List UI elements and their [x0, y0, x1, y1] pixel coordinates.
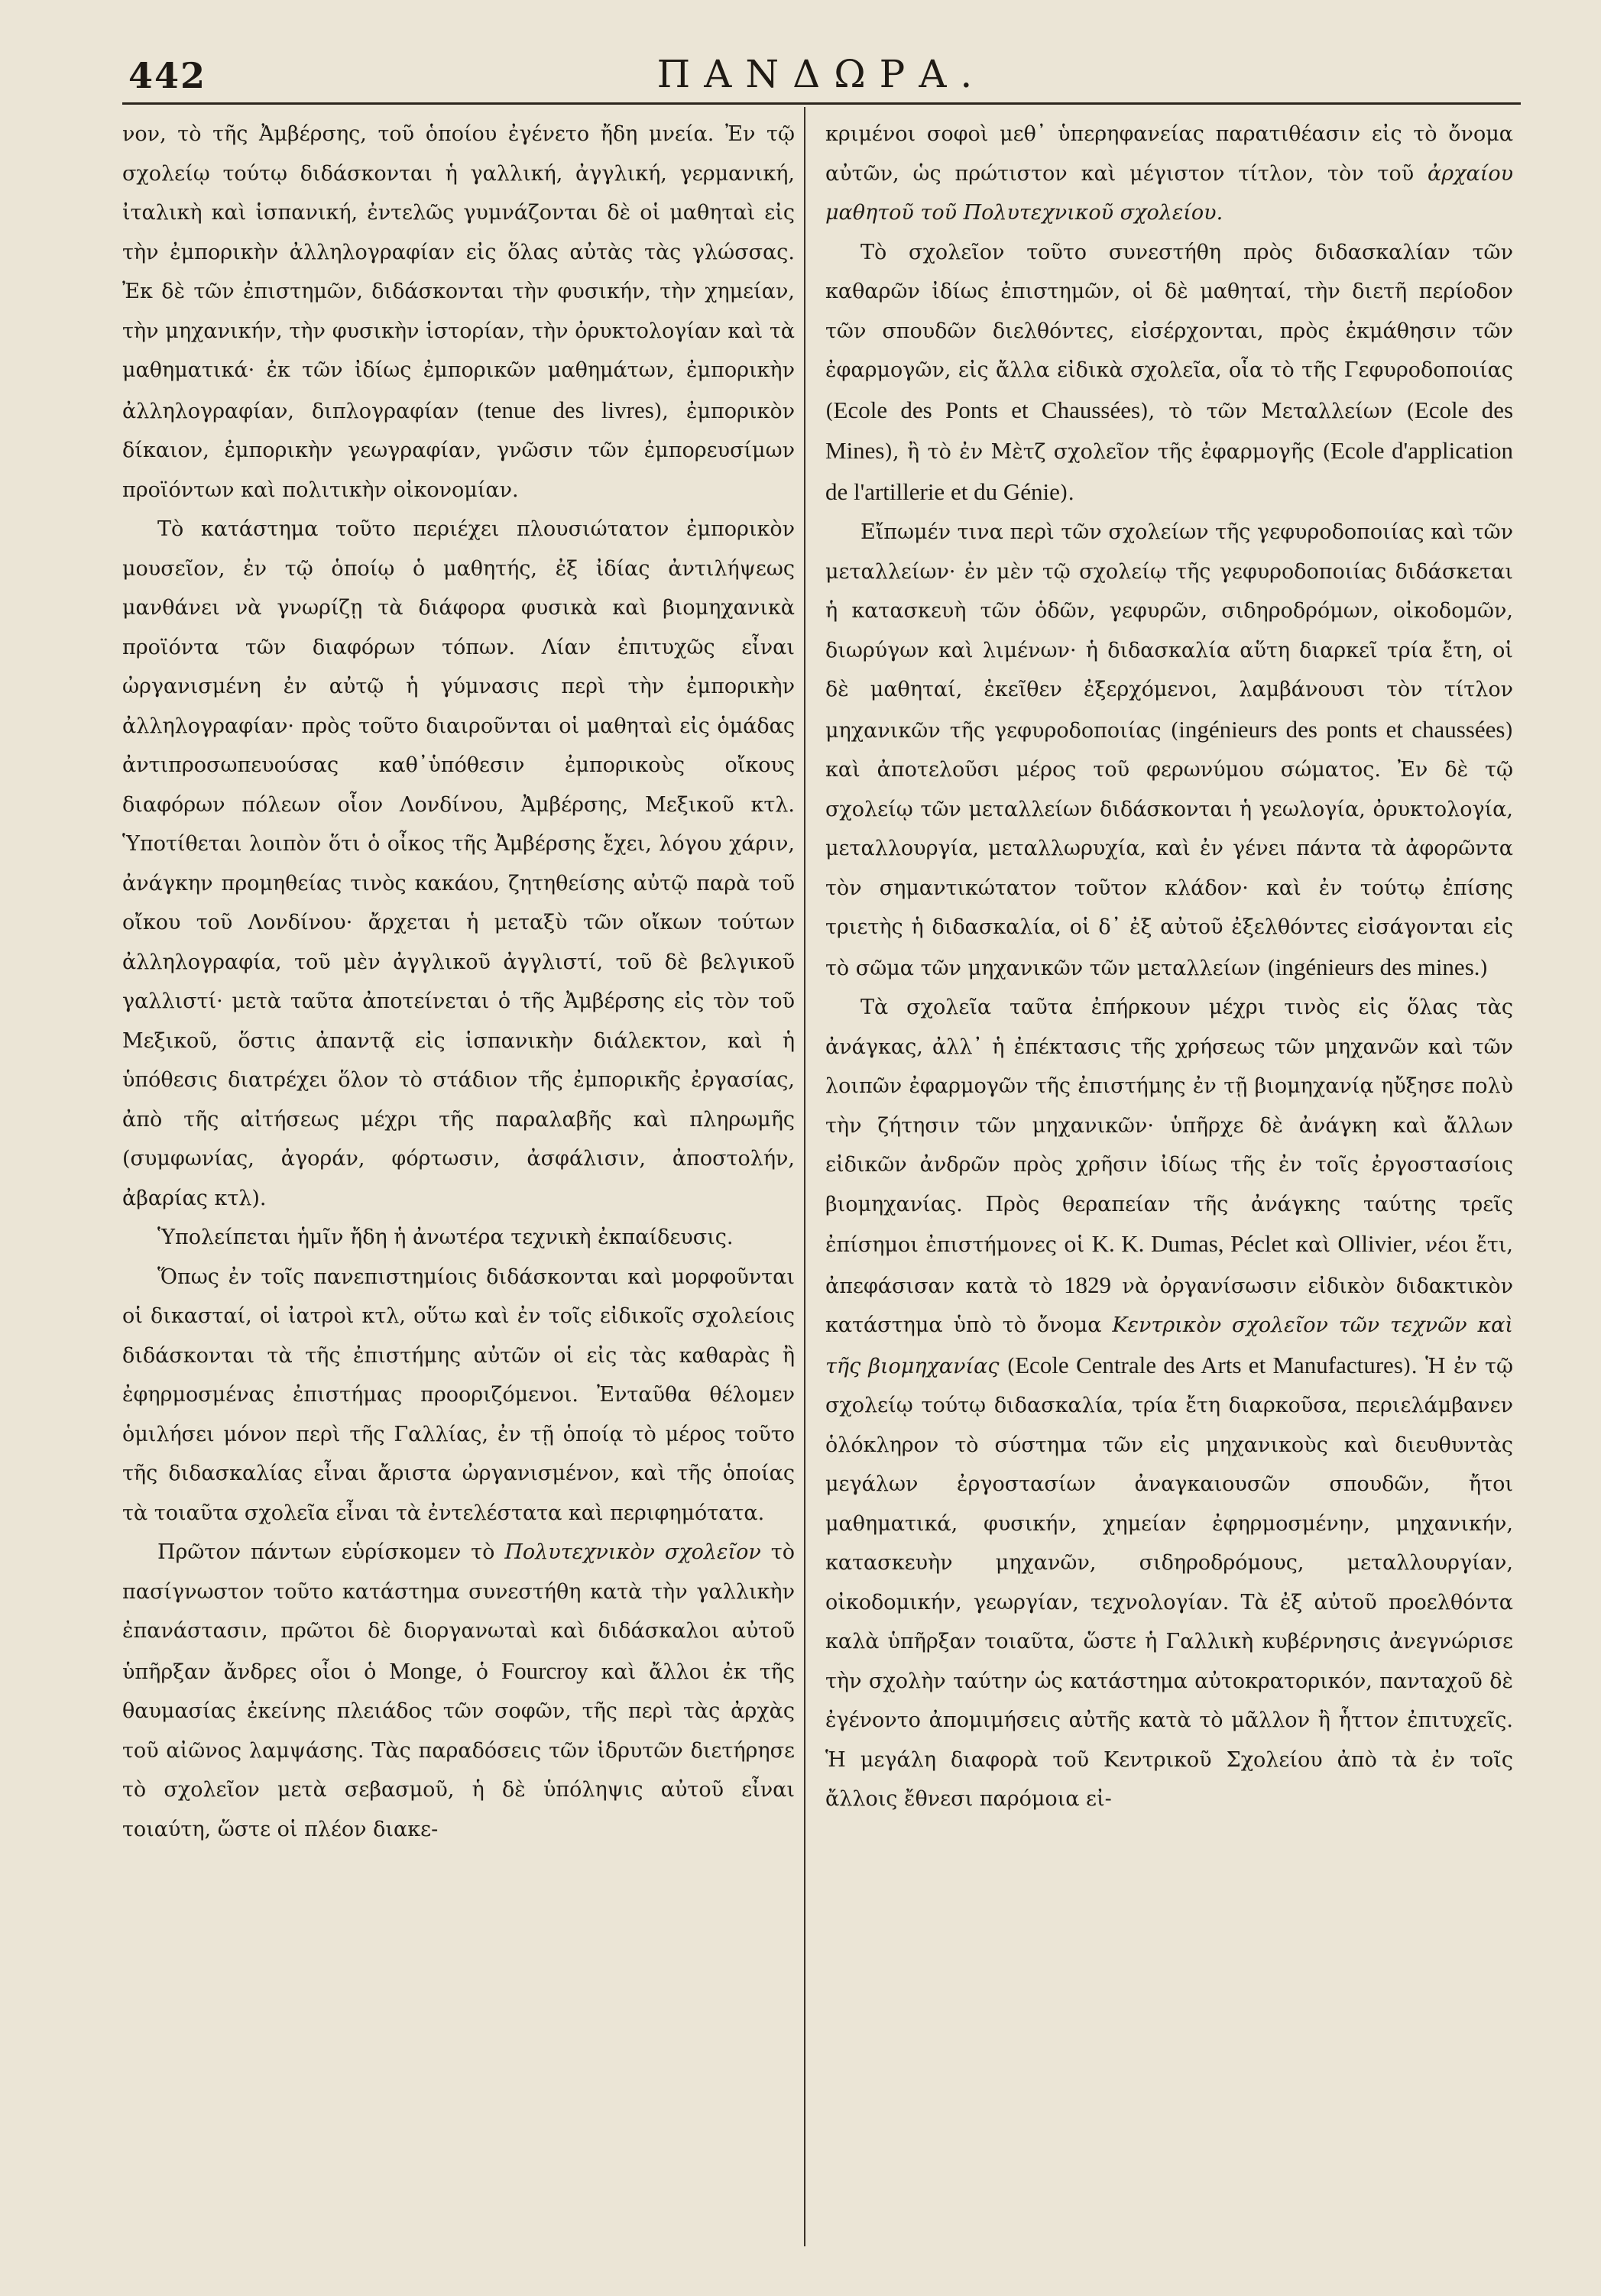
- year: 1829: [1063, 1271, 1111, 1298]
- latin-name: Ollivier: [1337, 1230, 1411, 1257]
- column-divider: [804, 107, 805, 2246]
- paragraph: Πρῶτον πάντων εὑρίσκομεν τὸ Πολυτεχνικὸν σχολεῖον τὸ πασίγνωστον τοῦτο κατάστημα συνεστήθη κατὰ τὴν γαλλικὴν ἐπανάστασιν, πρῶτοι δὲ διοργανωταὶ καὶ διδάσκαλοι αὐτοῦ ὑπῆρξαν ἄνδρες οἷοι ὁ Monge, ὁ Fourcroy καὶ ἄλλοι ἐκ τῆς θαυμασίας ἐκείνης πλειάδος τῶν σοφῶν, τῆς περὶ τὰς ἀρχὰς τοῦ αἰῶνος λαμψάσης. Τὰς παραδόσεις τῶν ἱδρυτῶν διετήρησε τὸ σχολεῖον μετὰ σεβασμοῦ, ἡ δὲ ὑπόληψις αὐτοῦ εἶναι τοιαύτη, ὥστε οἱ πλέον διακε-: [122, 1540, 795, 1841]
- latin-term: ingénieurs des ponts et chaussées: [1178, 715, 1505, 743]
- paragraph: Ὅπως ἐν τοῖς πανεπιστημίοις διδάσκονται καὶ μορφοῦνται οἱ δικασταί, οἱ ἰατροὶ κτλ, οὕτω καὶ ἐν τοῖς εἰδικοῖς σχολείοις διδάσκονται τὰ τῆς ἐπιστήμης αὐτῶν οἱ εἰς τὰς καθαρὰς ἢ ἐφηρμοσμένας ἐπιστήμας προοριζόμενοι. Ἐνταῦθα θέλομεν ὁμιλήσει μόνον περὶ τῆς Γαλλίας, ἐν τῇ ὁποίᾳ τὸ μέρος τοῦτο τῆς διδασκαλίας εἶναι ἄριστα ὠργανισμένον, καὶ τῆς ὁποίας τὰ τοιαῦτα σχολεῖα εἶναι τὰ ἐντελέστατα καὶ περιφημότατα.: [122, 1265, 795, 1525]
- latin-term: Ecole des Mines: [825, 396, 1513, 464]
- latin-term: Ecole des Ponts et Chaussées: [833, 396, 1141, 423]
- latin-name: Fourcroy: [501, 1656, 588, 1684]
- paragraph: Τὰ σχολεῖα ταῦτα ἐπήρκουν μέχρι τινὸς εἰς ὅλας τὰς ἀνάγκας, ἀλλ᾽ ἡ ἐπέκτασις τῆς χρήσεως τῶν μηχανῶν καὶ τῶν λοιπῶν ἐφαρμογῶν τῆς ἐπιστήμης ἐν τῇ βιομηχανίᾳ ηὔξησε πολὺ τὴν ζήτησιν τῶν μηχανικῶν· ὑπῆρχε δὲ ἀνάγκη καὶ ἄλλων εἰδικῶν ἀνδρῶν πρὸς χρῆσιν ἰδίως τῆς ἐν τοῖς ἐργοστασίοις βιομηχανίας. Πρὸς θεραπείαν τῆς ἀνάγκης ταύτης τρεῖς ἐπίσημοι ἐπιστήμονες οἱ Κ. Κ. Dumas, Péclet καὶ Ollivier, νέοι ἔτι, ἀπεφάσισαν κατὰ τὸ 1829 νὰ ὀργανίσωσιν εἰδικὸν διδακτικὸν κατάστημα ὑπὸ τὸ ὄνομα Κεντρικὸν σχολεῖον τῶν τεχνῶν καὶ τῆς βιομηχανίας (Ecole Centrale des Arts et Manufactures). Ἡ ἐν τῷ σχολείῳ τούτῳ διδασκαλία, τρία ἔτη διαρκοῦσα, περιελάμβανεν ὁλόκληρον τὸ σύστημα τῶν εἰς μηχανικοὺς καὶ διευθυντὰς μεγάλων ἐργοστασίων ἀναγκαιουσῶν σπουδῶν, ἤτοι μαθηματικά, φυσικήν, χημείαν ἐφηρμοσμένην, μηχανικήν, κατασκευὴν μηχανῶν, σιδηροδρόμους, μεταλλουργίαν, οἰκοδομικήν, γεωργίαν, τεχνολογίαν. Τὰ ἐξ αὐτοῦ προελθόντα καλὰ ὑπῆρξαν τοιαῦτα, ὥστε ἡ Γαλλικὴ κυβέρνησις ἀνεγνώρισε τὴν σχολὴν ταύτην ὡς κατάστημα αὐτοκρατορικόν, πανταχοῦ δὲ ἐγένοντο ἀπομιμήσεις αὐτῆς κατὰ τὸ μᾶλλον ἢ ἧττον ἐπιτυχεῖς. Ἡ μεγάλη διαφορὰ τοῦ Κεντρικοῦ Σχολείου ἀπὸ τὰ ἐν τοῖς ἄλλοις ἔθνεσι παρόμοια εἰ-: [825, 996, 1513, 1811]
- paragraph: Τὸ κατάστημα τοῦτο περιέχει πλουσιώτατον ἐμπορικὸν μουσεῖον, ἐν τῷ ὁποίῳ ὁ μαθητής, ἐξ ἰδίας ἀντιλήψεως μανθάνει νὰ γνωρίζῃ τὰ διάφορα φυσικὰ καὶ βιομηχανικὰ προϊόντα τῶν διαφόρων τόπων. Λίαν ἐπιτυχῶς εἶναι ὠργανισμένη ἐν αὐτῷ ἡ γύμνασις περὶ τὴν ἐμπορικὴν ἀλληλογραφίαν· πρὸς τοῦτο διαιροῦνται οἱ μαθηταὶ εἰς ὁμάδας ἀντιπροσωπευούσας καθ᾽ὑπόθεσιν ἐμπορικοὺς οἴκους διαφόρων πόλεων οἷον Λονδίνου, Ἀμβέρσης, Μεξικοῦ κτλ. Ὑποτίθεται λοιπὸν ὅτι ὁ οἶκος τῆς Ἀμβέρσης ἔχει, λόγου χάριν, ἀνάγκην προμηθείας τινὸς κακάου, ζητηθείσης αὐτῷ παρὰ τοῦ οἴκου τοῦ Λονδίνου· ἄρχεται ἡ μεταξὺ τῶν οἴκων τούτων ἀλληλογραφία, τοῦ μὲν ἀγγλικοῦ ἀγγλιστί, τοῦ δὲ βελγικοῦ γαλλιστί· μετὰ ταῦτα ἀποτείνεται ὁ τῆς Ἀμβέρσης εἰς τὸν τοῦ Μεξικοῦ, ὅστις ἀπαντᾷ εἰς ἱσπανικὴν διάλεκτον, καὶ ἡ ὑπόθεσις διατρέχει ὅλον τὸ στάδιον τῆς ἐμπορικῆς ἐργασίας, ἀπὸ τῆς αἰτήσεως μέχρι τῆς παραλαβῆς καὶ πληρωμῆς (συμφωνίας, ἀγοράν, φόρτωσιν, ἀσφάλισιν, ἀποστολήν, ἀβαρίας κτλ).: [122, 517, 795, 1210]
- latin-term: Ecole d'application de l'artillerie et du Génie: [825, 437, 1513, 505]
- italic-term: Κεντρικὸν σχολεῖον τῶν τεχνῶν καὶ τῆς βιομηχανίας: [825, 1313, 1513, 1378]
- paragraph: Εἴπωμέν τινα περὶ τῶν σχολείων τῆς γεφυροδοποιίας καὶ τῶν μεταλλείων· ἐν μὲν τῷ σχολείῳ τῆς γεφυροδοποιίας διδάσκεται ἡ κατασκευὴ τῶν ὁδῶν, γεφυρῶν, σιδηροδρόμων, οἰκοδομῶν, διωρύγων καὶ λιμένων· ἡ διδασκαλία αὕτη διαρκεῖ τρία ἔτη, οἱ δὲ μαθηταί, ἐκεῖθεν ἐξερχόμενοι, λαμβάνουσι τὸν τίτλον μηχανικῶν τῆς γεφυροδοποιίας (ingénieurs des ponts et chaussées) καὶ ἀποτελοῦσι μέρος τοῦ φερωνύμου σώματος. Ἐν δὲ τῷ σχολείῳ τῶν μεταλλείων διδάσκονται ἡ γεωλογία, ὀρυκτολογία, μεταλλουργία, μεταλλωρυχία, καὶ ἐν γένει πάντα τὰ ἀφορῶντα τὸν σημαντικώτατον τοῦτον κλάδον· καὶ ἐν τούτῳ ἐπίσης τριετὴς ἡ διδασκαλία, οἱ δ᾽ ἐξ αὐτοῦ ἐξελθόντες εἰσάγονται εἰς τὸ σῶμα τῶν μηχανικῶν τῶν μεταλλείων (ingénieurs des mines.): [825, 520, 1513, 980]
- paragraph: κριμένοι σοφοὶ μεθ᾽ ὑπερηφανείας παρατιθέασιν εἰς τὸ ὄνομα αὐτῶν, ὡς πρώτιστον καὶ μέγιστον τίτλον, τὸν τοῦ ἀρχαίου μαθητοῦ τοῦ Πολυτεχνικοῦ σχολείου.: [825, 122, 1513, 225]
- page-header: [122, 47, 1521, 101]
- right-column: [825, 115, 1513, 2277]
- italic-term: ἀρχαίου μαθητοῦ τοῦ Πολυτεχνικοῦ σχολείου.: [825, 161, 1513, 225]
- latin-name: Monge: [389, 1656, 457, 1684]
- left-column: [122, 115, 795, 2277]
- paragraph: Ὑπολείπεται ἡμῖν ἤδη ἡ ἀνωτέρα τεχνικὴ ἐκπαίδευσις.: [157, 1226, 734, 1249]
- latin-term: ingénieurs des mines.: [1275, 953, 1480, 980]
- header-rule: [122, 102, 1521, 105]
- italic-term: Πολυτεχνικὸν σχολεῖον: [504, 1540, 761, 1564]
- page-number: 442: [128, 55, 207, 96]
- paragraph: νον, τὸ τῆς Ἀμβέρσης, τοῦ ὁποίου ἐγένετο ἤδη μνεία. Ἐν τῷ σχολείῳ τούτῳ διδάσκονται ἡ γαλλική, ἀγγλική, γερμανική, ἰταλικὴ καὶ ἱσπανική, ἐντελῶς γυμνάζονται δὲ οἱ μαθηταὶ εἰς τὴν ἐμπορικὴν ἀλληλογραφίαν εἰς ὅλας αὐτὰς τὰς γλώσσας. Ἐκ δὲ τῶν ἐπιστημῶν, διδάσκονται τὴν φυσικήν, τὴν χημείαν, τὴν μηχανικήν, τὴν φυσικὴν ἱστορίαν, τὴν ὀρυκτολογίαν καὶ τὰ μαθηματικά· ἐκ τῶν ἰδίως ἐμπορικῶν μαθημάτων, ἐμπορικὴν ἀλληλογραφίαν, διπλογραφίαν (tenue des livres), ἐμπορικὸν δίκαιον, ἐμπορικὴν γεωγραφίαν, γνῶσιν τῶν ἐμπορευσίμων προϊόντων καὶ πολιτικὴν οἰκονομίαν.: [122, 122, 795, 502]
- paragraph: Τὸ σχολεῖον τοῦτο συνεστήθη πρὸς διδασκαλίαν τῶν καθαρῶν ἰδίως ἐπιστημῶν, οἱ δὲ μαθηταί, τὴν διετῆ περίοδον τῶν σπουδῶν διελθόντες, εἰσέρχονται, πρὸς ἐκμάθησιν τῶν ἐφαρμογῶν, εἰς ἄλλα εἰδικὰ σχολεῖα, οἷα τὸ τῆς Γεφυροδοποιίας (Ecole des Ponts et Chaussées), τὸ τῶν Μεταλλείων (Ecole des Mines), ἢ τὸ ἐν Μὲτζ σχολεῖον τῆς ἐφαρμογῆς (Ecole d'application de l'artillerie et du Génie).: [825, 240, 1513, 505]
- latin-name: Κ. Κ. Dumas, Péclet: [1091, 1230, 1288, 1257]
- running-title: ΠΑΝΔΩΡΑ.: [656, 52, 987, 96]
- latin-term: tenue des livres: [484, 396, 654, 423]
- latin-term: Ecole Centrale des Arts et Manufactures: [1015, 1351, 1403, 1378]
